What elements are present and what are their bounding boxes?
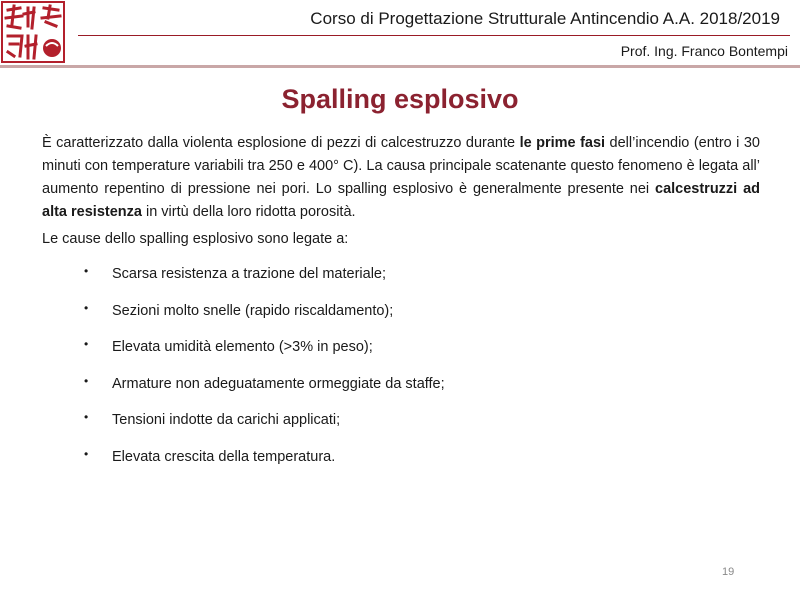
paragraph-bold-2: calcestruzzi ad alta resistenza — [42, 181, 760, 220]
list-item-text: Sezioni molto snelle (rapido riscaldamento); — [112, 302, 394, 319]
professor-name: Prof. Ing. Franco Bontempi — [620, 43, 788, 59]
paragraph-text-2: dell’incendio (entro i 30 minuti con temperature variabili tra 250 e 400° C). La causa principale scatenante questo fenomeno è legata all’ aumento repentino di pressione nei pori. Lo spalling esplosivo è generalmente presente nei — [42, 135, 761, 197]
list-item-text: Scarsa resistenza a trazione del materiale; — [112, 266, 387, 282]
bullet-icon: • — [84, 373, 89, 388]
header-divider — [78, 35, 790, 36]
list-item — [0, 299, 800, 336]
list-item-text: Armature non adeguatamente ormeggiate da staffe; — [112, 375, 445, 392]
bullet-icon: • — [84, 337, 89, 351]
list-item-text: Elevata umidità elemento (>3% in peso); — [112, 339, 373, 355]
list-item — [0, 262, 800, 299]
list-item — [0, 372, 800, 409]
list-item — [0, 408, 800, 445]
bullet-icon: • — [84, 300, 89, 315]
header-bottom-divider — [0, 65, 800, 68]
causes-list — [0, 262, 800, 481]
causes-intro: Le cause dello spalling esplosivo sono legate a: — [42, 231, 349, 247]
paragraph-bold-1: le prime fasi — [519, 135, 606, 151]
bullet-icon: • — [84, 410, 89, 424]
paragraph-text-3: in virtù della loro ridotta porosità. — [141, 204, 356, 220]
description-paragraph — [42, 132, 760, 224]
seal-logo-icon — [0, 0, 68, 66]
list-item — [0, 335, 800, 372]
slide-title: Spalling esplosivo — [281, 84, 519, 114]
page-number: 19 — [722, 566, 735, 578]
list-item-text: Elevata crescita della temperatura. — [112, 448, 336, 465]
bullet-icon: • — [84, 446, 89, 461]
list-item — [0, 445, 800, 482]
paragraph-text-1: È caratterizzato dalla violenta esplosione di pezzi di calcestruzzo durante — [42, 135, 520, 151]
list-item-text: Tensioni indotte da carichi applicati; — [112, 412, 341, 428]
bullet-icon: • — [84, 264, 89, 278]
course-title: Corso di Progettazione Strutturale Antincendio A.A. 2018/2019 — [310, 9, 780, 28]
